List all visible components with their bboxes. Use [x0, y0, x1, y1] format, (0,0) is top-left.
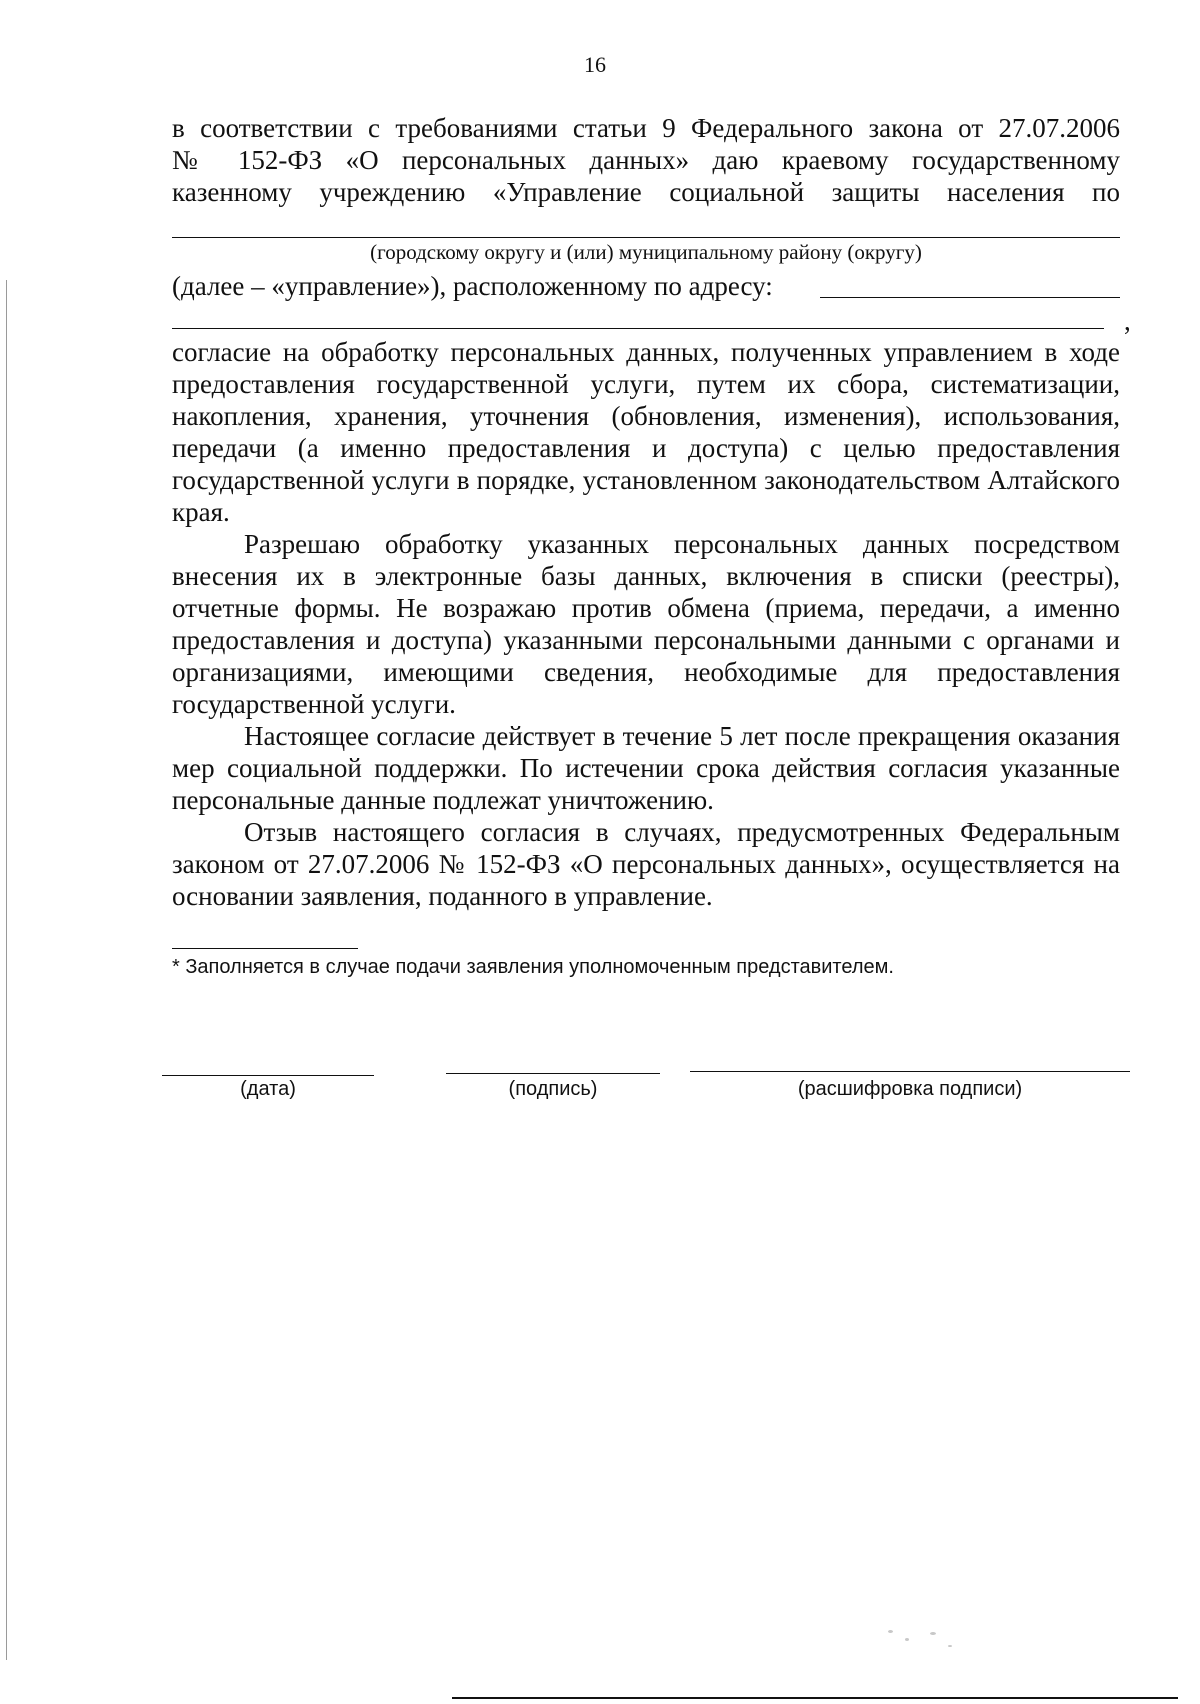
scan-speckle: [930, 1632, 936, 1635]
date-caption: (дата): [240, 1078, 296, 1100]
bottom-scan-line: [452, 1697, 1178, 1699]
withdrawal-paragraph: Отзыв настоящего согласия в случаях, предусмотренных Федеральным законом от 27.07.2006 № 152-ФЗ «О персональных данных», осуществляется на основании заявления, поданного в управление.: [172, 817, 1120, 911]
footnote-separator: [172, 948, 358, 949]
signature-blank-line: [446, 1073, 660, 1074]
consent-paragraph: согласие на обработку персональных данных, полученных управлением в ходе предоставления государственной услуги, путем их сбора, систематизации, накопления, хранения, уточнения (обновления, изменения), использования, передачи (а именно предоставления и доступа) с целью предоставления государственной услуги в порядке, установленном законодательством Алтайского края.: [172, 337, 1120, 527]
scan-speckle: [905, 1638, 909, 1641]
address-comma: ,: [1124, 306, 1131, 336]
signature-caption: (подпись): [508, 1078, 598, 1100]
intro-line-3: казенному учреждению «Управление социальной защиты населения по: [172, 177, 1120, 207]
intro-line-2: № 152-ФЗ «О персональных данных» даю краевому государственному: [172, 145, 1120, 175]
district-caption: (городскому округу и (или) муниципальному району (округу): [370, 240, 922, 264]
processing-paragraph: Разрешаю обработку указанных персональных данных посредством внесения их в электронные базы данных, включения в списки (реестры), отчетные формы. Не возражаю против обмена (приема, передачи, а именно предоставления и доступа) указанными персональными данными с органами и организациями, имеющими сведения, необходимые для предоставления государственной услуги.: [172, 529, 1120, 719]
address-blank-line-2: [172, 328, 1104, 329]
validity-paragraph: Настоящее согласие действует в течение 5 лет после прекращения оказания мер социальной поддержки. По истечении срока действия согласия указанные персональные данные подлежат уничтожению.: [172, 721, 1120, 815]
address-blank-line-1: [820, 297, 1120, 298]
date-blank-line: [162, 1075, 374, 1076]
scan-speckle: [948, 1645, 952, 1647]
page-number: 16: [584, 52, 606, 77]
decode-blank-line: [690, 1071, 1130, 1072]
footnote-text: * Заполняется в случае подачи заявления уполномоченным представителем.: [172, 956, 894, 978]
decode-caption: (расшифровка подписи): [797, 1078, 1023, 1100]
intro-line-1: в соответствии с требованиями статьи 9 Федерального закона от 27.07.2006: [172, 113, 1120, 143]
scan-speckle: [888, 1630, 893, 1633]
district-blank-line: [172, 237, 1120, 238]
address-label: (далее – «управление»), расположенному по адресу:: [172, 271, 773, 301]
scan-edge-line: [6, 280, 7, 1660]
